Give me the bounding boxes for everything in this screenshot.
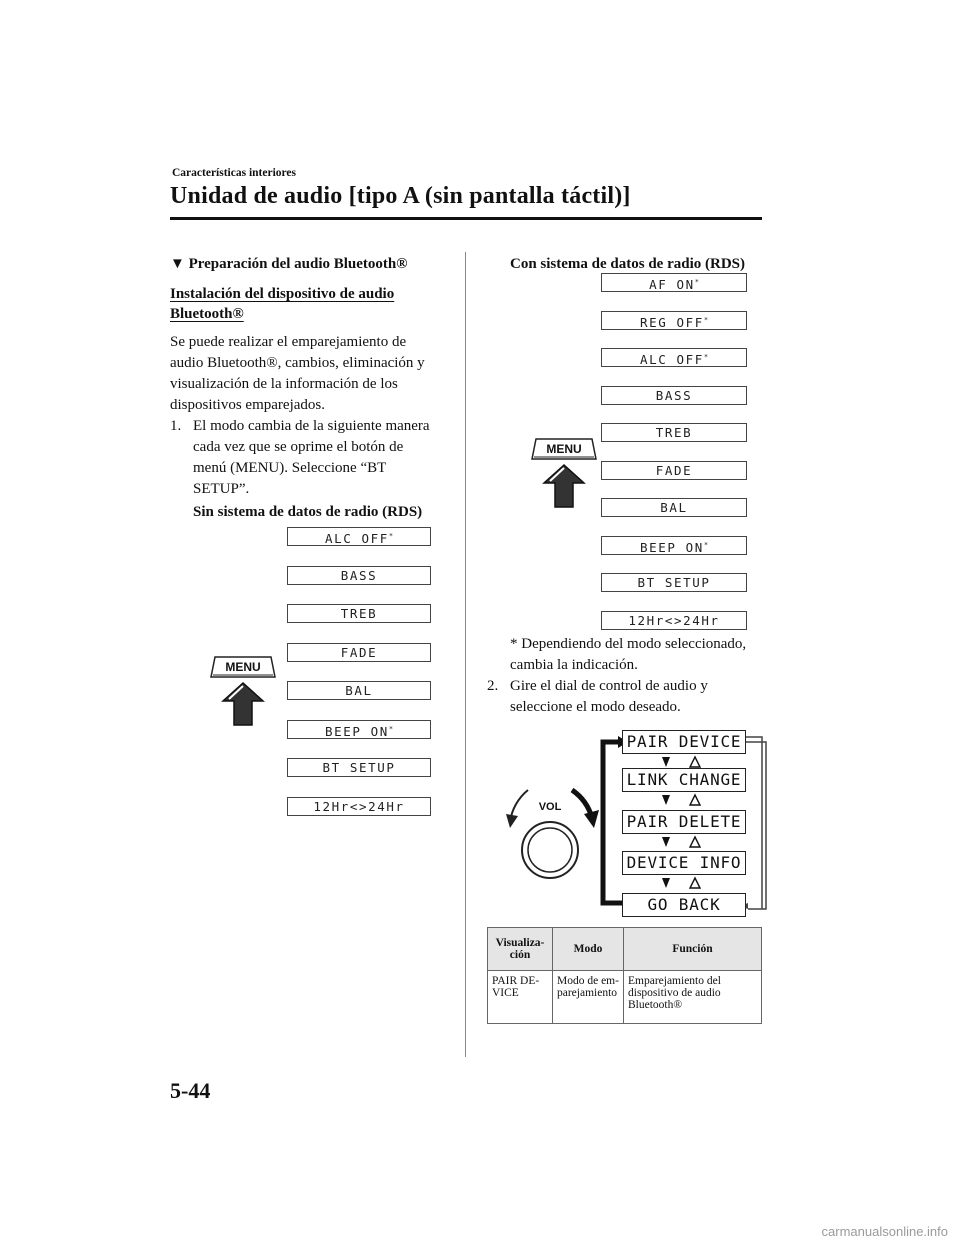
step2-text xyxy=(510,676,708,718)
intro-line: Se puede realizar el emparejamiento de xyxy=(170,334,407,350)
step2-line: seleccione el modo deseado. xyxy=(510,699,681,715)
step2-number: 2. xyxy=(487,678,499,694)
page-title: Unidad de audio [tipo A (sin pantalla táctil)] xyxy=(170,183,631,209)
table-header-row xyxy=(488,928,762,971)
lcd-display-item: LINK CHANGE xyxy=(622,768,746,792)
column-header: Función xyxy=(624,928,762,971)
down-up-arrows-icon xyxy=(656,835,706,849)
intro-paragraph xyxy=(170,332,425,416)
title-rule xyxy=(170,217,762,220)
lcd-display-item: BAL xyxy=(601,498,747,517)
lcd-display-item: DEVICE INFO xyxy=(622,851,746,875)
step2-line: Gire el dial de control de audio y xyxy=(510,678,708,694)
lcd-display-item: 12Hr<>24Hr xyxy=(601,611,747,630)
menu-label: MENU xyxy=(225,660,261,674)
lcd-display-item: FADE xyxy=(287,643,431,662)
intro-line: visualización de la información de los xyxy=(170,376,398,392)
lcd-display-item: BASS xyxy=(601,386,747,405)
lcd-display-item: BEEP ON* xyxy=(601,536,747,555)
footnote-line: * Dependiendo del modo seleccionado, xyxy=(510,636,747,652)
lcd-display-item: BT SETUP xyxy=(287,758,431,777)
lcd-display-item: PAIR DEVICE xyxy=(622,730,746,754)
lcd-display-item: ALC OFF* xyxy=(601,348,747,367)
table-cell: PAIR DE-VICE xyxy=(488,971,553,1024)
lcd-display-item: BASS xyxy=(287,566,431,585)
down-up-arrows-icon xyxy=(656,793,706,807)
menu-button-icon xyxy=(530,437,598,509)
lcd-display-item: BT SETUP xyxy=(601,573,747,592)
lcd-display-item: PAIR DELETE xyxy=(622,810,746,834)
lcd-display-item: FADE xyxy=(601,461,747,480)
page-number: 5-44 xyxy=(170,1078,211,1103)
lcd-display-item: TREB xyxy=(601,423,747,442)
step1-line: menú (MENU). Seleccione “BT xyxy=(193,460,387,476)
lcd-display-item: TREB xyxy=(287,604,431,623)
step1-text xyxy=(193,416,430,500)
down-up-arrows-icon xyxy=(656,876,706,890)
section-label: Características interiores xyxy=(172,167,297,179)
watermark: carmanualsonline.info xyxy=(821,1224,948,1239)
lcd-display-item: ALC OFF* xyxy=(287,527,431,546)
section-heading: ▼ Preparación del audio Bluetooth® xyxy=(170,256,408,272)
step1-line: SETUP”. xyxy=(193,481,250,497)
footnote xyxy=(510,634,746,676)
column-header: Visualiza-ción xyxy=(488,928,553,971)
no-rds-caption: Sin sistema de datos de radio (RDS) xyxy=(193,504,423,520)
intro-line: dispositivos emparejados. xyxy=(170,397,325,413)
step1-number: 1. xyxy=(170,418,182,434)
vol-label: VOL xyxy=(538,801,562,813)
step1-line: El modo cambia de la siguiente manera xyxy=(193,418,430,434)
footnote-line: cambia la indicación. xyxy=(510,657,638,673)
step1-line: cada vez que se oprime el botón de xyxy=(193,439,404,455)
subheading-line1: Instalación del dispositivo de audio xyxy=(170,286,395,302)
lcd-display-item: REG OFF* xyxy=(601,311,747,330)
column-divider xyxy=(465,252,466,1057)
table-row xyxy=(488,971,762,1024)
vol-dial-icon xyxy=(500,770,600,880)
lcd-display-item: GO BACK xyxy=(622,893,746,917)
rds-caption: Con sistema de datos de radio (RDS) xyxy=(510,256,746,272)
column-header: Modo xyxy=(553,928,624,971)
lcd-display-item: BAL xyxy=(287,681,431,700)
mode-table xyxy=(487,927,762,1024)
menu-button-icon xyxy=(209,655,277,727)
table-cell: Emparejamiento del dispositivo de audio Bluetooth® xyxy=(624,971,762,1024)
table-cell: Modo de em-parejamiento xyxy=(553,971,624,1024)
menu-label: MENU xyxy=(546,442,582,456)
lcd-display-item: 12Hr<>24Hr xyxy=(287,797,431,816)
lcd-display-item: AF ON* xyxy=(601,273,747,292)
intro-line: audio Bluetooth®, cambios, eliminación y xyxy=(170,355,425,371)
subheading-line2: Bluetooth® xyxy=(170,306,244,322)
lcd-display-item: BEEP ON* xyxy=(287,720,431,739)
down-up-arrows-icon xyxy=(656,755,706,769)
